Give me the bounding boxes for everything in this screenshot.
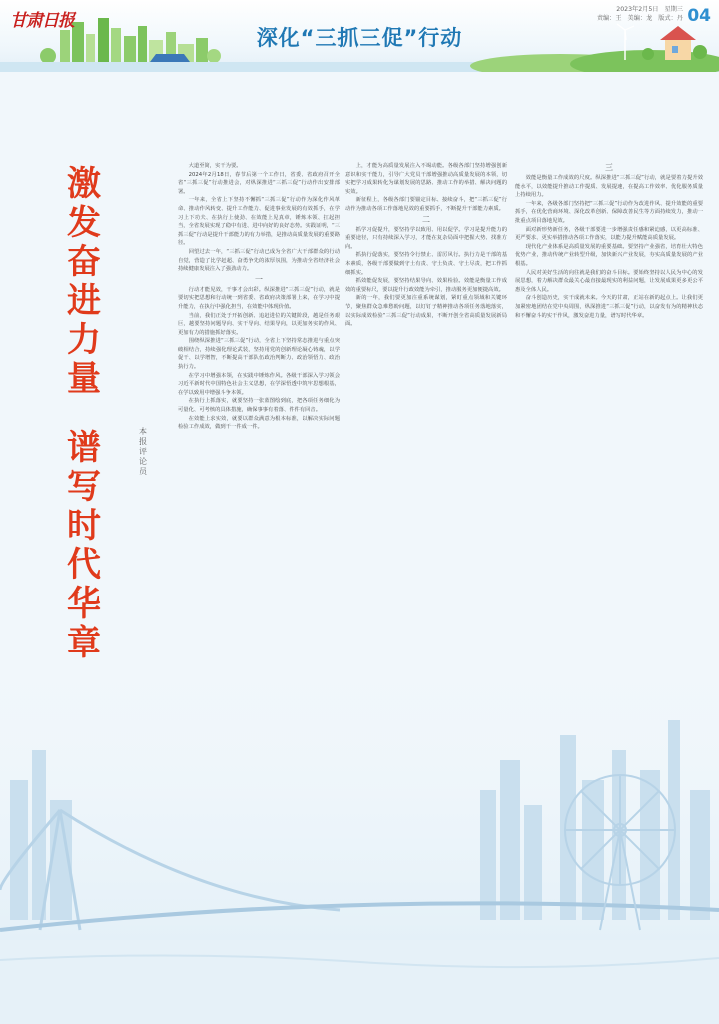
headline-column-1 <box>64 165 104 663</box>
paragraph: 在效能上求实效，就要以群众满意为根本标准，以解决实际问题检验工作成效，做到干一件成一件。 <box>178 415 340 431</box>
masthead <box>0 0 719 72</box>
paragraph: 行动才能见效，干事才会出彩。纵深推进“三抓三促”行动，就是要切实把思想和行动统一到省委、省政府决策部署上来，在学习中提升能力，在执行中强化担当，在效能中体现价值。 <box>178 286 340 310</box>
article-column-3 <box>515 162 703 852</box>
byline-char: 论 <box>139 457 147 466</box>
paragraph: 新征程上，各级各部门要锚定目标、接续奋斗，把“三抓三促”行动作为推动各项工作落地见效的重要抓手，不断提升干部能力素质。 <box>345 197 507 212</box>
paragraph: 2024年2月18日，春节后第一个工作日，省委、省政府召开全省“三抓三促”行动推进会，对纵深推进“三抓三促”行动作出安排部署。 <box>178 171 340 195</box>
byline-char: 员 <box>139 467 147 476</box>
paragraph: 效能是衡量工作成效的尺度。纵深推进“三抓三促”行动，就是要着力提升效能水平，以效能提升推动工作提质、发展提速，在提高工作效率、优化服务质量上持续用力。 <box>515 175 703 199</box>
issue-meta <box>593 5 683 23</box>
section-number: 二 <box>422 214 430 224</box>
headline-char: 时 <box>67 506 101 546</box>
article-column-2 <box>345 162 507 727</box>
headline-char: 华 <box>67 584 101 624</box>
headline-char: 奋 <box>67 242 101 282</box>
headline <box>67 164 126 675</box>
section-banner-title: 深化“三抓三促”行动 <box>256 26 463 50</box>
paragraph: 抓学习促提升，要坚持学以致用、用以促学。学习是提升能力的重要途径，只有持续深入学习，才能在复杂局面中把握大势、找准方向。 <box>345 226 507 250</box>
headline-char: 激 <box>67 164 101 204</box>
paragraph: 抓执行促落实，要坚持令行禁止、雷厉风行。执行力是干部的基本素质，各级干部要做到守土有责、守土负责、守土尽责，把工作抓细抓实。 <box>345 252 507 276</box>
paragraph: 新的一年，我们要更加注重系统谋划，紧盯重点领域和关键环节，聚焦群众急难愁盼问题，以钉钉子精神推动各项任务落地落实，以实际成效检验“三抓三促”行动成果，不断开创全省高质量发展新局面。 <box>345 295 507 328</box>
paragraph: 面对新形势新任务，各级干部要进一步增强责任感和紧迫感，以更高标准、更严要求、更实举措推动各项工作落实，以能力提升赋能高质量发展。 <box>515 226 703 242</box>
designer-credit: 美编：龙 <box>627 15 653 22</box>
paragraph: 现代化产业体系是高质量发展的重要基础。要坚持产业强省，培育壮大特色优势产业，推动传统产业转型升级，加快新兴产业发展，夯实高质量发展的产业根基。 <box>515 243 703 267</box>
headline-char: 发 <box>67 203 101 243</box>
paragraph: 在执行上抓落实，就要坚持一张蓝图绘到底，把各项任务细化为可量化、可考核的具体措施，确保事事有着落、件件有回音。 <box>178 398 340 414</box>
paragraph: 抓效能促发展，要坚持结果导向、效果检验。效能是衡量工作成效的重要标尺，要以提升行政效能为牵引，推动服务更加便捷高效。 <box>345 278 507 293</box>
byline <box>137 427 149 477</box>
paragraph: 在学习中增强本领，在实践中锤炼作风。各级干部深入学习领会习近平新时代中国特色社会主义思想，在学深悟透中筑牢思想根基，在学以致用中增强斗争本领。 <box>178 372 340 396</box>
paragraph: 回望过去一年，“三抓三促”行动已成为全省广大干部群众的行动自觉，营造了比学赶超、奋勇争先的浓厚氛围，为推动全省经济社会持续健康发展注入了强劲动力。 <box>178 248 340 273</box>
paragraph: 当前，我们正处于开拓创新、追赶进位的关键阶段，越是任务艰巨，越要坚持问题导向、实干导向、结果导向，以更加务实的作风、更加有力的措施抓好落实。 <box>178 312 340 336</box>
issue-date: 2023年2月5日 <box>616 6 659 13</box>
paragraph: 一年来，全省上下坚持不懈抓“三抓三促”行动作为深化作风革命、推动作风转变、提升工作能力、促进事业发展的有效抓手，在学习上下功夫、在执行上使劲、在效能上见真章，锤炼本领、扛起担当，全省发展实现了稳中有进、进中向好的良好态势。实践证明，“三抓三促”行动是提升干部能力的有力举措，是推动高质量发展的重要路径。 <box>178 197 340 247</box>
paragraph: 人民对美好生活的向往就是我们的奋斗目标。要始终坚持以人民为中心的发展思想，着力解决群众最关心最直接最现实的利益问题，让发展成果更多更公平惠及全体人民。 <box>515 269 703 293</box>
paragraph: 上，才能为高质量发展注入不竭动能。各级各部门坚持增强创新意识和实干能力，引导广大党员干部增强推动高质量发展的本领，切实把学习成果转化为谋划发展的思路、推动工作的举措、解决问题的实效。 <box>345 163 507 195</box>
newspaper-logo: 甘肃日报 <box>10 11 74 31</box>
paragraph: 奋斗创造历史，实干成就未来。今天的甘肃，正站在新的起点上。让我们更加紧密地团结在党中央周围，纵深推进“三抓三促”行动，以奋发有为的精神状态和不懈奋斗的实干作风，激发奋进力量，谱写时代华章。 <box>515 295 703 319</box>
page-number: 04 <box>687 6 711 26</box>
headline-char: 进 <box>67 281 101 321</box>
byline-char: 评 <box>139 447 147 456</box>
paragraph: 大道至简，实干为要。 <box>188 163 242 169</box>
paragraph: 一年来，各级各部门坚持把“三抓三促”行动作为改进作风、提升效能的重要抓手，在优化营商环境、深化改革创新、保障改善民生等方面持续发力，推动一批重点项目落地见效。 <box>515 200 703 224</box>
section-number: 一 <box>255 274 263 284</box>
headline-char: 写 <box>67 467 101 507</box>
headline-char: 代 <box>67 545 101 585</box>
headline-char: 量 <box>67 359 101 399</box>
byline-char: 本 <box>139 427 147 436</box>
headline-char: 力 <box>67 320 101 360</box>
paragraph: 围绕纵深推进“三抓三促”行动，全省上下坚持常态推进与重点突破相结合，持续强化理论武装，坚持用党的创新理论凝心铸魂，以学促干、以学增智，不断提高干部队伍政治判断力、政治领悟力、政治执行力。 <box>178 338 340 371</box>
headline-char: 谱 <box>67 428 101 468</box>
article-column-1 <box>178 162 340 667</box>
editor-credit: 责编：王 <box>596 15 622 22</box>
layout-credit: 版式：丹 <box>658 15 683 22</box>
issue-weekday: 星期三 <box>664 6 683 13</box>
section-number: 三 <box>605 163 613 172</box>
headline-char: 章 <box>67 623 101 663</box>
byline-char: 报 <box>139 437 147 446</box>
